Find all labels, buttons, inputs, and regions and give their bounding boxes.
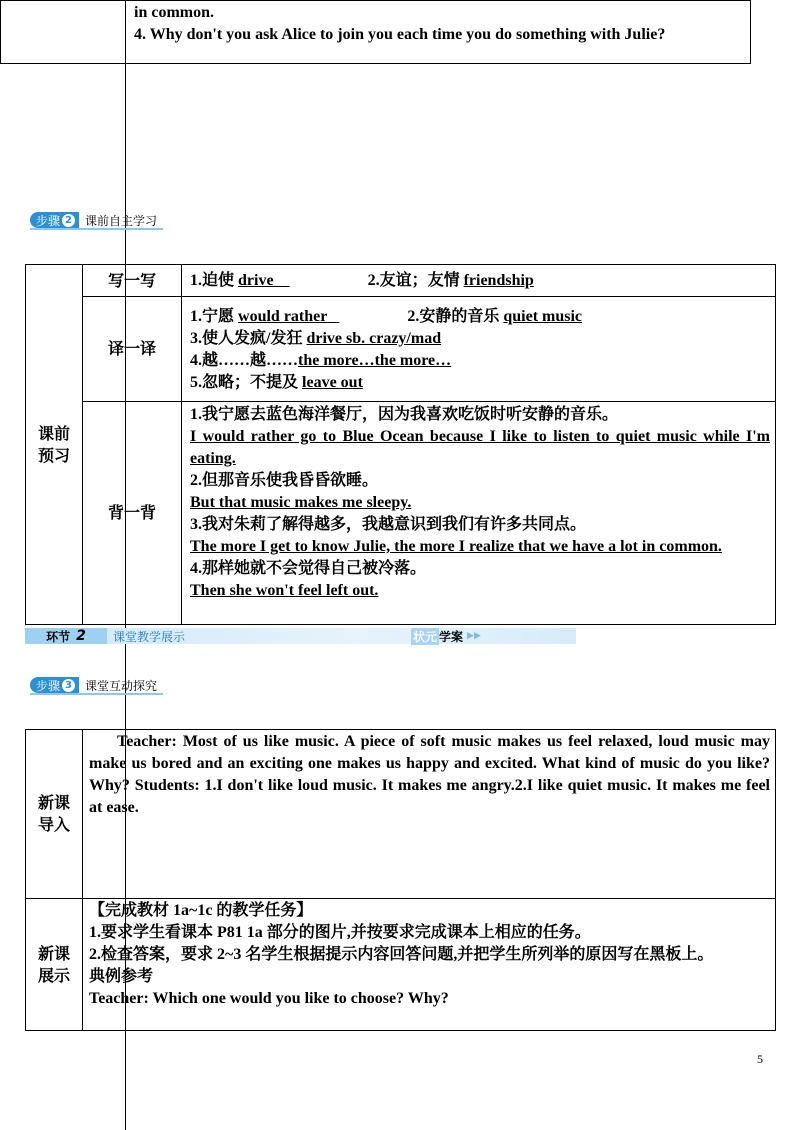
recite-rows <box>190 404 770 602</box>
recite-en: But that music makes me sleepy. <box>190 494 412 511</box>
row-label-write: 写一写 <box>107 270 156 290</box>
show-line: 2.检查答案，要求 2~3 名学生根据提示内容回答问题,并把学生所列举的原因写在黑板上。 <box>89 946 714 963</box>
recite-en: I would rather go to Blue Ocean because I like to listen to quiet music while I'm eating. <box>190 428 770 467</box>
show-line: 1.要求学生看课本 P81 1a 部分的图片,并按要求完成课本上相应的任务。 <box>89 924 591 941</box>
recite-cn: 4.那样她就不会觉得自己被冷落。 <box>190 560 427 577</box>
continuation-text <box>134 2 792 46</box>
write-row: 1.迫使 drive 2.友谊；友情 friendship <box>190 272 534 289</box>
step-2-header <box>30 212 163 228</box>
recite-en: Then she won't feel left out. <box>190 582 379 599</box>
step-badge: 步骤 2 <box>30 212 79 228</box>
section-label-intro: 新课导入 <box>37 793 70 834</box>
section-label-show: 新课展示 <box>37 944 70 985</box>
step-title: 课堂互动探究 <box>85 678 158 693</box>
translate-line: 1.宁愿 would rather 2.安静的音乐 quiet music <box>190 308 583 325</box>
recite-cn: 2.但那音乐使我昏昏欲睡。 <box>190 472 379 489</box>
recite-cn: 1.我宁愿去蓝色海洋餐厅，因为我喜欢吃饭时听安静的音乐。 <box>190 406 619 423</box>
step-3-header <box>30 677 163 693</box>
continuation-line: in common. <box>134 4 214 21</box>
translate-line: 5.忽略；不提及 leave out <box>190 374 363 391</box>
recite-cn: 3.我对朱莉了解得越多，我越意识到我们有许多共同点。 <box>190 516 587 533</box>
step-title: 课前自主学习 <box>85 213 158 228</box>
lesson-table <box>25 729 776 1031</box>
preview-table <box>25 264 776 625</box>
answer-friendship: friendship <box>463 272 534 289</box>
step-badge: 步骤 3 <box>30 677 79 693</box>
row-label-translate: 译一译 <box>107 339 156 358</box>
section-bar-prefix: 环节 2 <box>25 628 107 644</box>
show-line: 【完成教材 1a~1c 的教学任务】 <box>89 902 313 919</box>
show-line: Teacher: Which one would you like to choose? Why? <box>89 990 449 1007</box>
translate-rows <box>190 306 770 394</box>
page-number: 5 <box>757 1052 763 1066</box>
translate-line: 4.越……越……the more…the more… <box>190 352 452 369</box>
answer-drive: drive <box>238 272 274 289</box>
show-line: 典例参考 <box>89 968 154 985</box>
section-bar-title: 课堂教学展示 <box>113 629 186 644</box>
step-number: 3 <box>62 679 75 692</box>
section-bar-number: 2 <box>76 628 86 644</box>
step-number: 2 <box>62 214 75 227</box>
show-content <box>89 900 770 1010</box>
section-bar-brand: 状元 学案 ▶▶ <box>413 629 481 644</box>
recite-en: The more I get to know Julie, the more I realize that we have a lot in common. <box>190 538 722 555</box>
row-label-recite: 背一背 <box>107 503 156 522</box>
continuation-line: 4. Why don't you ask Alice to join you each time you do something with Julie? <box>134 26 666 43</box>
section-bar <box>25 626 576 645</box>
intro-text: Teacher: Most of us like music. A piece of soft music makes us feel relaxed, loud music may make us bored and an exciting one makes us happy and excited. What kind of music do you like? Why? Students: 1.I don't like loud music. It makes me angry.2.I like quiet music. It makes me feel at ease. <box>89 733 770 816</box>
arrow-icon: ▶▶ <box>467 631 481 641</box>
translate-line: 3.使人发疯/发狂 drive sb. crazy/mad <box>190 330 442 347</box>
section-label-preview: 课前预习 <box>37 423 70 465</box>
continuation-table <box>0 0 751 64</box>
